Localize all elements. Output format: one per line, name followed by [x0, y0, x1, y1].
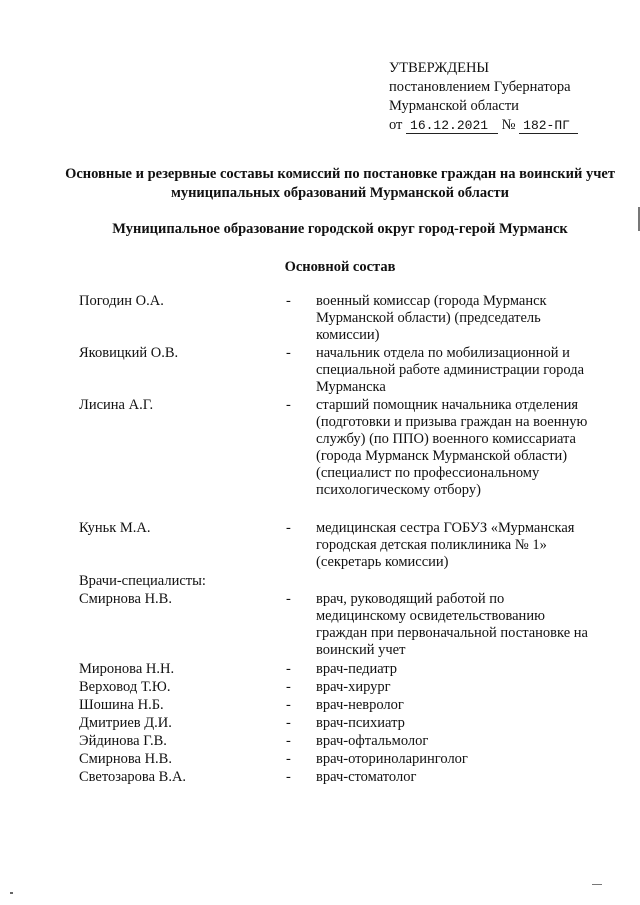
approval-number-label: №: [501, 117, 516, 133]
municipality-title: Муниципальное образование городской округ город-герой Мурманск: [112, 221, 568, 237]
specialist-role: врач-стоматолог: [316, 769, 417, 785]
specialist-dash: -: [286, 591, 291, 607]
specialist-name: Шошина Н.Б.: [79, 697, 164, 713]
member-dash: -: [286, 397, 291, 413]
specialist-role: врач-оториноларинголог: [316, 751, 468, 767]
specialist-name: Верховод Т.Ю.: [79, 679, 171, 695]
member-role: военный комиссар (города Мурманск Мурманской области) (председатель комиссии): [316, 293, 547, 343]
member-dash: -: [286, 520, 291, 536]
specialist-name: Светозарова В.А.: [79, 769, 187, 785]
approval-title: УТВЕРЖДЕНЫ: [389, 60, 490, 76]
specialist-dash: -: [286, 751, 291, 767]
specialist-name: Смирнова Н.В.: [79, 591, 172, 607]
specialists-label: Врачи-специалисты:: [79, 573, 206, 589]
specialist-dash: -: [286, 679, 291, 695]
specialist-dash: -: [286, 661, 291, 677]
member-name: Куньк М.А.: [79, 520, 151, 536]
specialist-dash: -: [286, 769, 291, 785]
specialist-dash: -: [286, 715, 291, 731]
approval-stamp: [389, 59, 578, 135]
member-name: Погодин О.А.: [79, 293, 164, 309]
member-role: медицинская сестра ГОБУЗ «Мурманская городская детская поликлиника № 1» (секретарь комиссии): [316, 520, 575, 570]
approval-line-1: постановлением Губернатора: [389, 79, 571, 95]
specialist-name: Эйдинова Г.В.: [79, 733, 167, 749]
member-dash: -: [286, 293, 291, 309]
specialist-role: врач-невролог: [316, 697, 404, 713]
member-dash: -: [286, 345, 291, 361]
member-role: начальник отдела по мобилизационной и специальной работе администрации города Мурманска: [316, 345, 585, 395]
specialist-dash: -: [286, 733, 291, 749]
approval-date: 16.12.2021: [406, 118, 498, 134]
approval-number: 182-ПГ: [519, 118, 578, 134]
scan-corner-mark: [10, 892, 13, 894]
scan-corner-mark: [592, 884, 602, 885]
specialist-name: Дмитриев Д.И.: [79, 715, 172, 731]
member-name: Лисина А.Г.: [79, 397, 154, 413]
approval-from-label: от: [389, 117, 403, 133]
approval-line-2: Мурманской области: [389, 98, 519, 114]
specialist-role: врач-офтальмолог: [316, 733, 429, 749]
specialist-name: Смирнова Н.В.: [79, 751, 172, 767]
member-role: старший помощник начальника отделения (подготовки и призыва граждан на военную службу) (по ППО) военного комиссариата (города Мурманск Мурманской области) (специалист по профессиональному психологическому отбору): [316, 397, 588, 498]
document-title: Основные и резервные составы комиссий по постановке граждан на воинский учет муниципальных образований Мурманской области: [65, 166, 615, 201]
specialist-role: врач-хирург: [316, 679, 391, 695]
specialist-role: врач, руководящий работой по медицинскому освидетельствованию граждан при первоначальной постановке на воинский учет: [316, 591, 588, 658]
specialist-dash: -: [286, 697, 291, 713]
specialist-role: врач-педиатр: [316, 661, 398, 677]
section-title: Основной состав: [284, 259, 396, 275]
specialist-name: Миронова Н.Н.: [79, 661, 175, 677]
specialist-role: врач-психиатр: [316, 715, 405, 731]
approval-date-line: [389, 116, 578, 135]
member-name: Яковицкий О.В.: [79, 345, 179, 361]
